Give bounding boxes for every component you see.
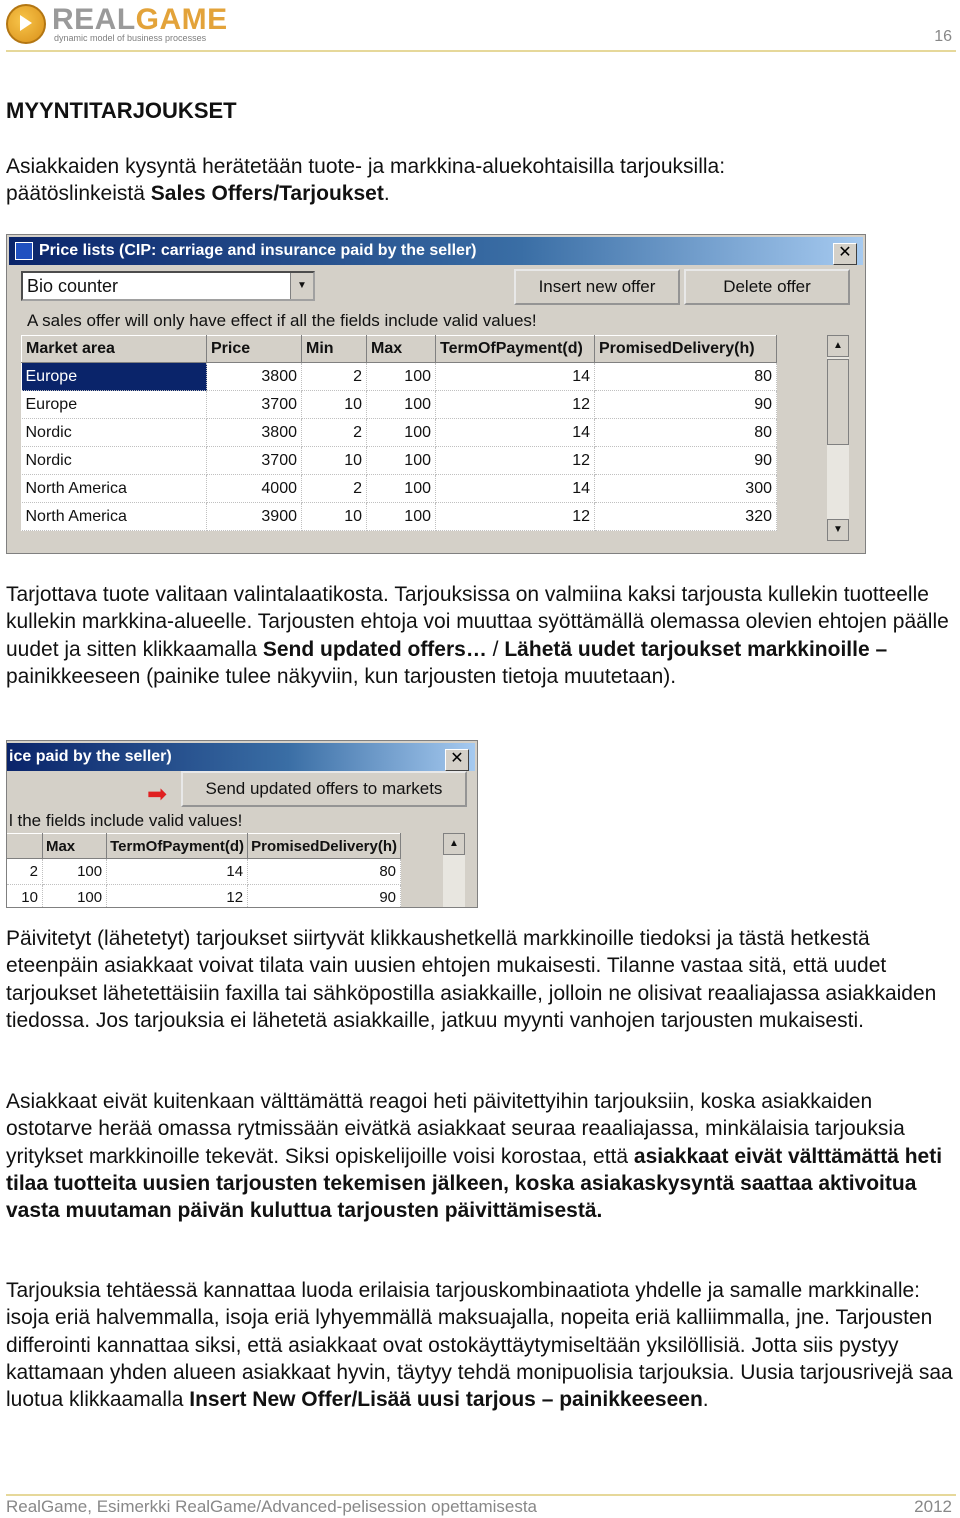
cell-promised-delivery[interactable]: 80: [595, 363, 777, 391]
p2-text-2: /: [486, 637, 505, 661]
paragraph-product-selection: [6, 581, 954, 690]
cell-price[interactable]: 3900: [207, 503, 302, 531]
column-header-min[interactable]: Min: [302, 336, 367, 363]
cell-promised-delivery[interactable]: 90: [248, 885, 401, 909]
logo-text: [52, 5, 228, 43]
scroll-down-icon[interactable]: ▼: [827, 519, 849, 541]
cell-min[interactable]: 2: [7, 859, 42, 885]
intro-suffix: .: [383, 182, 390, 206]
p2-bold-send-updated: Send updated offers…: [262, 637, 487, 661]
section-heading: MYYNTITARJOUKSET: [6, 98, 237, 123]
cell-price[interactable]: 3800: [207, 419, 302, 447]
table-row[interactable]: [22, 447, 777, 475]
cell-market-area[interactable]: North America: [22, 475, 207, 503]
p4-text-1: Asiakkaat eivät kuitenkaan välttämättä reagoi heti päivitettyihin tarjouksiin, koska asiakkaiden ostotarve herää omassa rytmissään eivätkä asiakkaat seuraa reaaliajassa, minkälaisia tarjouksia yritykset markkinoille tekevät. Siksi opiskelijoille voisi korostaa, että: [6, 1090, 905, 1168]
p5-text-1: Tarjouksia tehtäessä kannattaa luoda erilaisia tarjouskombinaatiota yhdelle ja samalle markkinalle: isoja eriä halvemmalla, isoja eriä lyhyemmällä maksuajalla, nopeita eriä kalliimmalla, jne. Tarjousten differointi kannattaa siksi, että asiakkaat ovat ostokäyttäytymiseltään yksilöllisiä. Jotta siis pystyy kattamaan yhden alueen asiakkaat hyvin, täytyy tehdä monipuolisia tarjouksia. Uusia tarjousrivejä saa luotua klikkaamalla: [6, 1279, 953, 1412]
close-icon[interactable]: ✕: [445, 749, 469, 771]
table-row[interactable]: [7, 859, 401, 885]
cell-market-area[interactable]: Nordic: [22, 419, 207, 447]
cell-price[interactable]: 3800: [207, 363, 302, 391]
price-lists-window: [6, 234, 866, 554]
column-header-term-of-payment[interactable]: TermOfPayment(d): [107, 834, 248, 859]
send-updated-window-crop: [6, 740, 478, 908]
page-number: 16: [934, 28, 952, 45]
scroll-up-icon[interactable]: ▲: [827, 335, 849, 357]
paragraph-updated-offers: Päivitetyt (lähetetyt) tarjoukset siirtyvät klikkaushetkellä markkinoille tiedoksi ja tästä hetkestä eteenpäin asiakkaat voivat tilata vain uusien ehtojen mukaisesti. Tilanne vastaa sitä, että uudet tarjoukset lähetettäisiin faxilla tai sähköpostilla asiakkaille, jolloin ne olisivat reaaliajassa asiakkaiden tiedossa. Jos tarjouksia ei lähetetä asiakkaille, jatkuu myynti vanhojen tarjousten mukaisesti.: [6, 927, 937, 1032]
intro-line-1: Asiakkaiden kysyntä herätetään tuote- ja markkina-aluekohtaisilla tarjouksilla:: [6, 155, 726, 178]
play-logo-icon: [6, 4, 46, 44]
delete-offer-button[interactable]: Delete offer: [684, 269, 850, 305]
offers-table: [21, 335, 777, 531]
table-row[interactable]: [22, 419, 777, 447]
p4-bold-emphasis: asiakkaat eivät välttämättä heti tilaa tuotteita uusien tarjousten tekemisen jälkeen, koska asiakaskysyntä saattaa aktivoitua vasta muutaman päivän kuluttua tarjousten päivittämisestä.: [6, 1144, 943, 1223]
cell-min[interactable]: 10: [7, 885, 42, 909]
cell-promised-delivery[interactable]: 320: [595, 503, 777, 531]
table-header-row: [22, 336, 777, 363]
paragraph-offer-combinations: [6, 1277, 954, 1413]
window-title: Price lists (CIP: carriage and insurance paid by the seller): [39, 242, 477, 259]
window-titlebar: [7, 743, 475, 771]
table-row[interactable]: [7, 885, 401, 909]
p2-text-1: Tarjottava tuote valitaan valintalaatikosta. Tarjouksissa on valmiina kaksi tarjousta kullekin tuotteelle kullekin markkina-alueelle. Tarjousten ehtoja voi muuttaa syöttämällä olemassa olevien ehtojen päälle uudet ja sitten klikkaamalla: [6, 583, 949, 661]
footer-text: RealGame, Esimerkki RealGame/Advanced-pelisession opettamisesta: [6, 1497, 538, 1516]
cell-promised-delivery[interactable]: 90: [595, 447, 777, 475]
cell-min[interactable]: 2: [302, 419, 367, 447]
cell-max[interactable]: 100: [367, 503, 436, 531]
cell-max[interactable]: 100: [367, 475, 436, 503]
cell-max[interactable]: 100: [367, 419, 436, 447]
column-header-price[interactable]: Price: [207, 336, 302, 363]
window-titlebar: [9, 237, 863, 265]
column-header-term-of-payment[interactable]: TermOfPayment(d): [436, 336, 595, 363]
logo-title-game: GAME: [135, 3, 228, 36]
close-icon[interactable]: ✕: [833, 243, 857, 265]
header-divider: [6, 50, 956, 52]
p2-text-3: painikkeeseen (painike tulee näkyviin, kun tarjousten tietoja muutetaan).: [6, 664, 677, 688]
column-header-max[interactable]: Max: [42, 834, 106, 859]
cell-max[interactable]: 100: [367, 363, 436, 391]
table-row[interactable]: [22, 391, 777, 419]
cell-term-of-payment[interactable]: 12: [107, 885, 248, 909]
intro-paragraph: [6, 153, 954, 208]
scroll-up-icon[interactable]: ▲: [443, 833, 465, 855]
insert-new-offer-button[interactable]: Insert new offer: [514, 269, 680, 305]
cell-term-of-payment[interactable]: 14: [436, 475, 595, 503]
column-header-promised-delivery[interactable]: PromisedDelivery(h): [595, 336, 777, 363]
cell-market-area[interactable]: North America: [22, 503, 207, 531]
column-header-promised-delivery[interactable]: PromisedDelivery(h): [248, 834, 401, 859]
validation-warning: A sales offer will only have effect if all the fields include valid values!: [27, 311, 537, 330]
cell-market-area[interactable]: Nordic: [22, 447, 207, 475]
arrow-right-icon: ➡: [147, 781, 168, 808]
logo-title-real: REAL: [52, 3, 136, 36]
cell-term-of-payment[interactable]: 14: [436, 363, 595, 391]
cell-promised-delivery[interactable]: 80: [595, 419, 777, 447]
chevron-down-icon[interactable]: ▼: [290, 273, 313, 299]
cell-min[interactable]: 2: [302, 363, 367, 391]
table-row[interactable]: [22, 363, 777, 391]
cell-min[interactable]: 10: [302, 447, 367, 475]
cell-price[interactable]: 3700: [207, 391, 302, 419]
intro-bold-link: Sales Offers/Tarjoukset: [150, 182, 384, 206]
cell-term-of-payment[interactable]: 12: [436, 391, 595, 419]
intro-line-2: [6, 180, 954, 207]
cell-min[interactable]: 10: [302, 503, 367, 531]
table-row[interactable]: [22, 503, 777, 531]
table-scrollbar[interactable]: [443, 833, 465, 908]
table-header-row: [7, 834, 401, 859]
product-select-value: Bio counter: [27, 276, 119, 296]
p5-bold-insert-new-offer: Insert New Offer/Lisää uusi tarjous – painikkeeseen: [189, 1388, 703, 1412]
cell-promised-delivery[interactable]: 90: [595, 391, 777, 419]
offers-table-crop: [7, 833, 401, 908]
window-title-fragment: ice paid by the seller): [9, 748, 172, 765]
cell-max[interactable]: 100: [367, 447, 436, 475]
logo-title: [52, 5, 228, 35]
cell-market-area[interactable]: Europe: [22, 363, 207, 391]
cell-term-of-payment[interactable]: 14: [107, 859, 248, 885]
column-header-max[interactable]: Max: [367, 336, 436, 363]
cell-term-of-payment[interactable]: 14: [436, 419, 595, 447]
logo-tagline: dynamic model of business processes: [54, 33, 207, 43]
cell-min[interactable]: 2: [302, 475, 367, 503]
intro-prefix: päätöslinkeistä: [6, 182, 151, 206]
cell-price[interactable]: 3700: [207, 447, 302, 475]
footer-divider: [6, 1494, 956, 1496]
p2-bold-laheta: Lähetä uudet tarjoukset markkinoille –: [504, 637, 888, 661]
cell-market-area[interactable]: Europe: [22, 391, 207, 419]
table-scrollbar[interactable]: [827, 335, 849, 541]
page-header: [0, 0, 960, 56]
cell-promised-delivery[interactable]: 80: [248, 859, 401, 885]
paragraph-customer-reaction: [6, 1088, 954, 1224]
p5-text-2: .: [702, 1388, 709, 1412]
table-row[interactable]: [22, 475, 777, 503]
cell-min[interactable]: 10: [302, 391, 367, 419]
cell-price[interactable]: 4000: [207, 475, 302, 503]
realgame-logo: [6, 4, 228, 44]
validation-warning-fragment: l the fields include valid values!: [9, 811, 243, 830]
cell-term-of-payment[interactable]: 12: [436, 447, 595, 475]
cell-max[interactable]: 100: [42, 859, 106, 885]
product-select[interactable]: [21, 271, 315, 301]
column-header-min-cropped: [7, 834, 42, 859]
footer-year: 2012: [914, 1497, 952, 1516]
column-header-market-area[interactable]: Market area: [22, 336, 207, 363]
cell-max[interactable]: 100: [42, 885, 106, 909]
send-updated-offers-button[interactable]: Send updated offers to markets: [181, 771, 467, 807]
cell-promised-delivery[interactable]: 300: [595, 475, 777, 503]
cell-term-of-payment[interactable]: 12: [436, 503, 595, 531]
scrollbar-thumb[interactable]: [827, 359, 849, 445]
window-app-icon: [15, 242, 33, 260]
cell-max[interactable]: 100: [367, 391, 436, 419]
